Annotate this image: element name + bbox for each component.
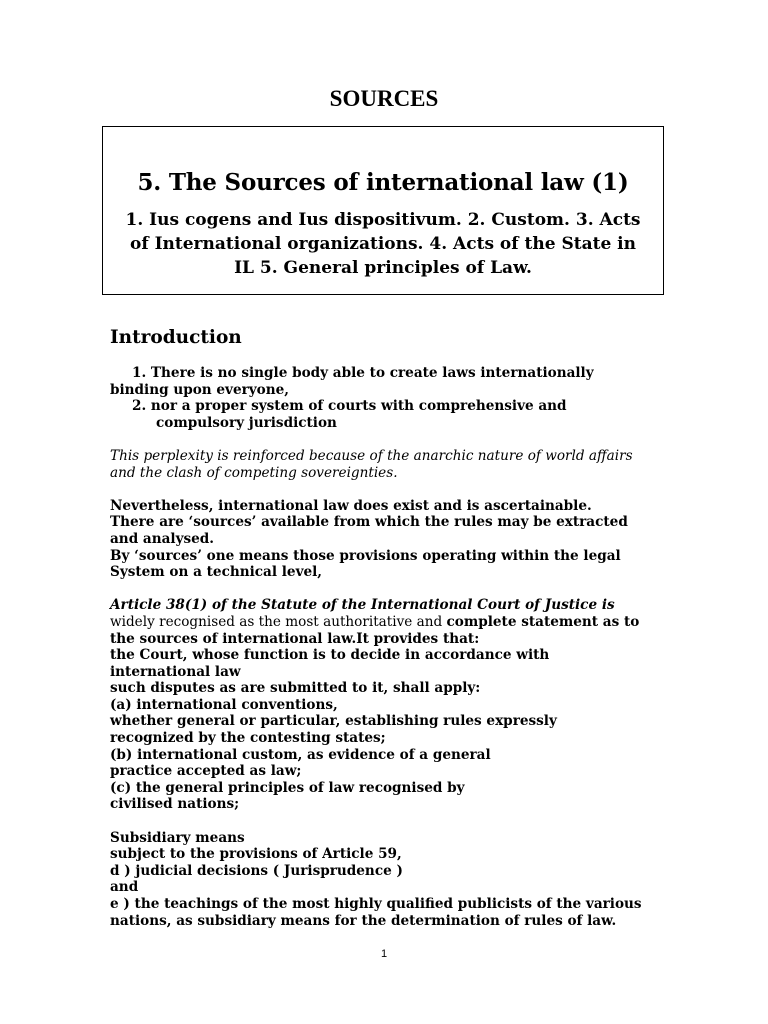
article-line: whether general or particular, establishing rules expressly xyxy=(110,713,557,730)
list-item: 1. There is no single body able to create laws internationally xyxy=(132,365,594,381)
page-title: SOURCES xyxy=(329,86,439,111)
subsidiary-line: Subsidiary means xyxy=(110,829,245,846)
article-line: such disputes as are submitted to it, shall apply: xyxy=(110,680,481,697)
subsidiary-line: nations, as subsidiary means for the determination of rules of law. xyxy=(110,912,617,929)
article-line: recognized by the contesting states; xyxy=(110,730,386,747)
page-number: 1 xyxy=(380,948,388,960)
italic-paragraph-line: This perplexity is reinforced because of the anarchic nature of world affairs xyxy=(110,447,633,464)
body-content xyxy=(110,325,670,929)
paragraph-line: There are ‘sources’ available from which the rules may be extracted xyxy=(110,514,628,531)
article-line: the sources of international law.It provides that: xyxy=(110,630,480,647)
article-line: civilised nations; xyxy=(110,796,240,813)
article-line: international law xyxy=(110,663,241,680)
chapter-title: 5. The Sources of international law (1) xyxy=(137,169,629,196)
article-line: practice accepted as law; xyxy=(110,763,302,780)
chapter-subtitle: 1. Ius cogens and Ius dispositivum. 2. Custom. 3. Acts of International organizations. 4. Acts of the State in IL 5. General principles of Law. xyxy=(125,210,641,278)
paragraph-line: System on a technical level, xyxy=(110,564,323,581)
subsidiary-line: d ) judicial decisions ( Jurisprudence ) xyxy=(110,862,403,879)
article-line xyxy=(110,614,670,631)
subsidiary-line: subject to the provisions of Article 59, xyxy=(110,846,402,863)
article-line: (c) the general principles of law recognised by xyxy=(110,779,465,796)
subsidiary-line: and xyxy=(110,879,139,896)
subsidiary-line: e ) the teachings of the most highly qualified publicists of the various xyxy=(110,896,642,912)
paragraph-line: Nevertheless, international law does exist and is ascertainable. xyxy=(110,497,592,514)
section-heading: Introduction xyxy=(110,327,242,348)
article-lead: Article 38(1) of the Statute of the International Court of Justice is xyxy=(110,597,615,614)
paragraph-line: By ‘sources’ one means those provisions operating within the legal xyxy=(110,547,621,564)
chapter-box xyxy=(102,126,664,295)
paragraph-line: and analysed. xyxy=(110,530,215,547)
article-normal-text: widely recognised as the most authoritative and xyxy=(110,613,447,630)
list-item-continuation: binding upon everyone, xyxy=(110,381,290,398)
article-bold-text: complete statement as to xyxy=(446,613,640,630)
article-line: (a) international conventions, xyxy=(110,696,338,713)
list-item: 2. nor a proper system of courts with comprehensive and xyxy=(132,398,567,415)
italic-paragraph-line: and the clash of competing sovereignties. xyxy=(110,464,398,481)
article-line: (b) international custom, as evidence of a general xyxy=(110,746,491,763)
list-item-continuation: compulsory jurisdiction xyxy=(156,414,337,431)
article-line: the Court, whose function is to decide in accordance with xyxy=(110,647,550,664)
